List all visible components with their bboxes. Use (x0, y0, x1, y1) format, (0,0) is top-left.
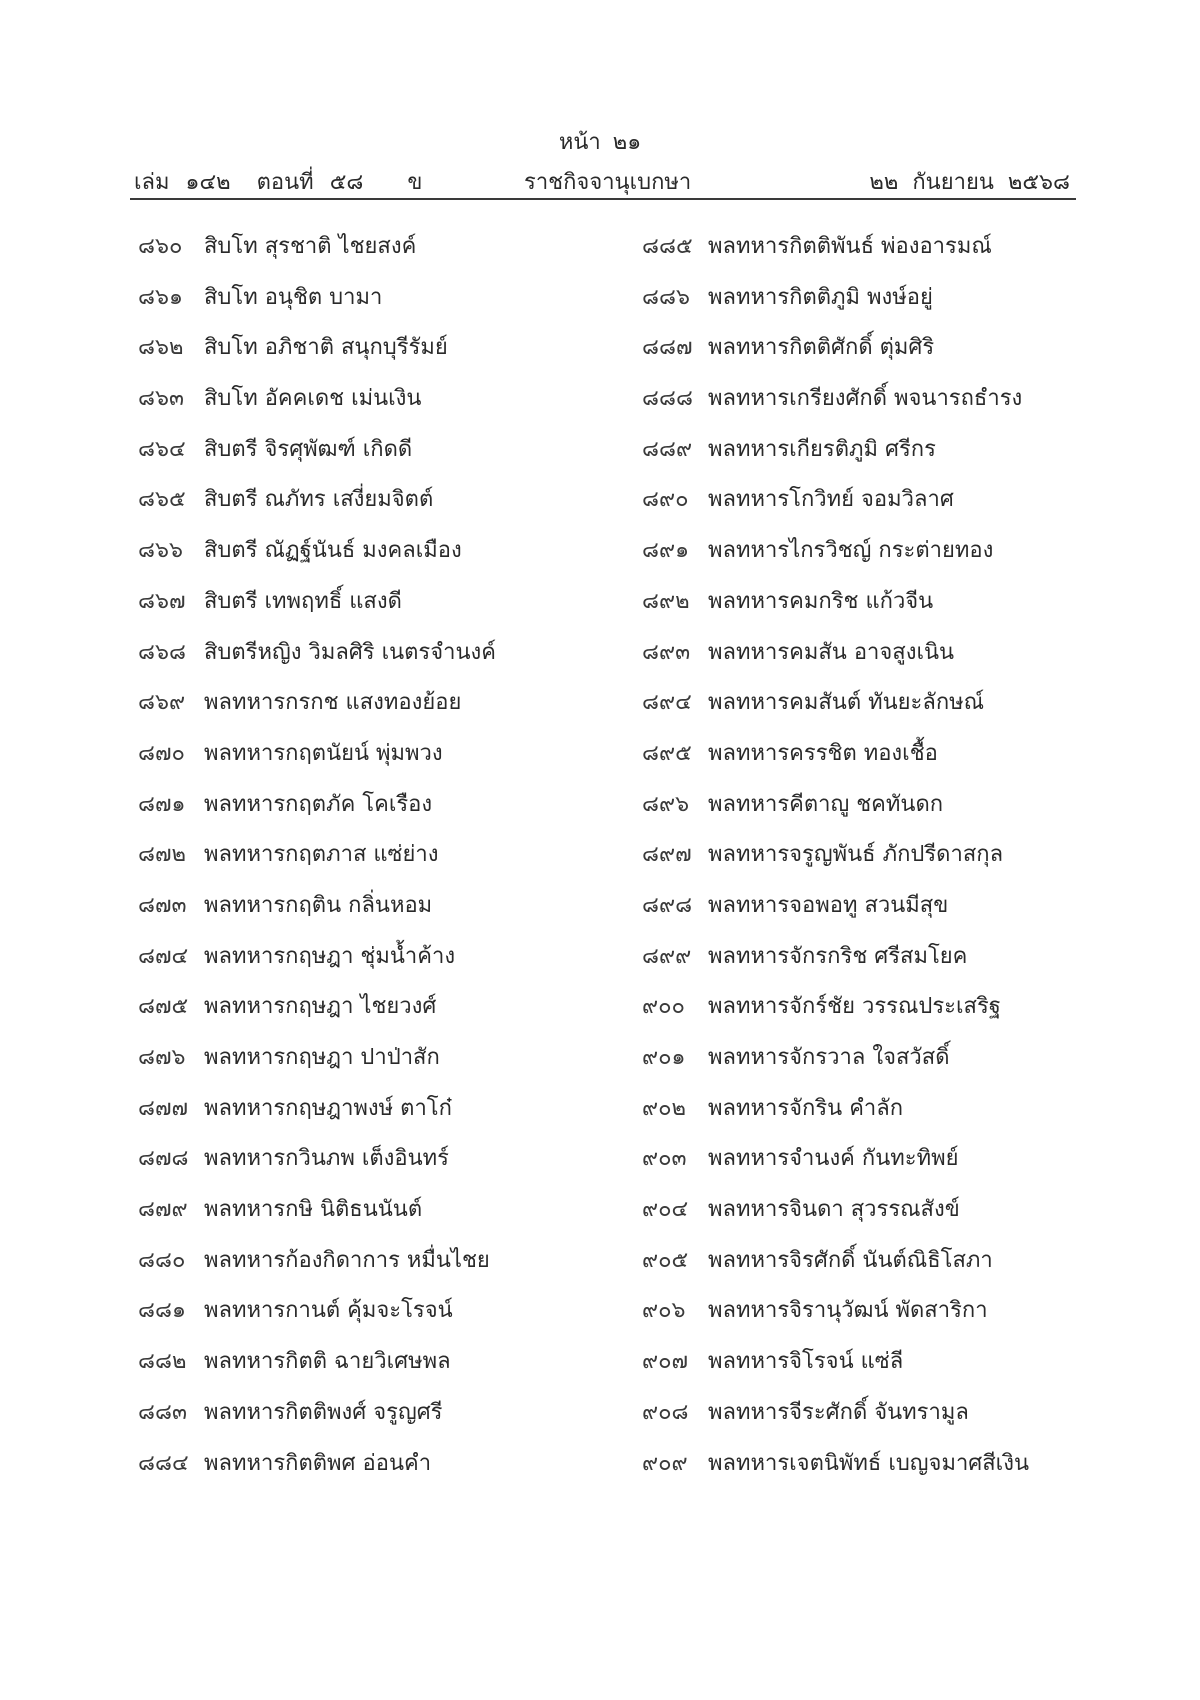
list-item (642, 329, 1122, 380)
entry-number: ๘๖๖ (138, 538, 183, 564)
entry-number: ๘๖๘ (138, 639, 186, 665)
entry-number: ๘๖๔ (138, 436, 186, 462)
entry-name: พลทหารกวินภพ เต็งอินทร์ (204, 1146, 449, 1172)
date-month: กันยายน (912, 170, 994, 195)
entry-number: ๘๙๖ (642, 791, 690, 817)
list-item (642, 1292, 1122, 1343)
entry-number: ๘๗๗ (138, 1095, 189, 1121)
section-letter: ข (407, 170, 423, 195)
entry-number: ๘๗๑ (138, 791, 186, 817)
list-item (642, 1191, 1122, 1242)
list-item (642, 431, 1122, 482)
list-item (642, 988, 1122, 1039)
entry-number: ๘๘๕ (642, 234, 693, 259)
list-item (138, 329, 618, 380)
entry-number: ๙๐๘ (642, 1399, 689, 1425)
entry-number: ๘๙๒ (642, 588, 690, 614)
entry-name: พลทหารจินดา สุวรรณสังข์ (708, 1197, 960, 1223)
list-item (642, 380, 1122, 431)
list-item (138, 786, 618, 837)
entry-number: ๘๗๙ (138, 1197, 188, 1223)
entry-name: พลทหารกรกช แสงทองย้อย (204, 690, 462, 716)
entry-number: ๘๖๕ (138, 487, 186, 513)
entry-name: พลทหารคมกริช แก้วจีน (708, 588, 934, 614)
list-item (642, 1242, 1122, 1293)
list-item (642, 634, 1122, 685)
entry-number: ๘๘๑ (138, 1298, 186, 1324)
list-item (642, 1445, 1122, 1496)
entry-number: ๘๙๙ (642, 943, 692, 969)
list-item (642, 735, 1122, 786)
date-year: ๒๕๖๘ (1007, 170, 1070, 195)
list-item (138, 735, 618, 786)
list-item (138, 1394, 618, 1445)
entry-number: ๘๙๐ (642, 487, 689, 513)
entry-name: สิบโท สุรชาติ ไชยสงค์ (204, 234, 417, 259)
entry-name: พลทหารกฤตภัค โคเรือง (204, 791, 433, 817)
entry-number: ๙๐๔ (642, 1197, 689, 1223)
left-name-column (138, 228, 618, 1495)
publication-title: ราชกิจจานุเบกษา (524, 170, 692, 195)
entry-name: พลทหารจิรศักดิ์ นันต์ณิธิโสภา (708, 1247, 993, 1273)
entry-number: ๘๖๑ (138, 284, 183, 310)
list-item (642, 228, 1122, 279)
entry-name: พลทหารกิตติศักดิ์ ตุ่มศิริ (708, 335, 935, 361)
list-item (138, 684, 618, 735)
entry-name: พลทหารกฤษฎาพงษ์ ตาโก๋ (204, 1095, 452, 1121)
list-item (138, 1140, 618, 1191)
entry-number: ๙๐๑ (642, 1045, 686, 1070)
volume-number: ๑๔๒ (185, 170, 231, 195)
entry-name: สิบตรีหญิง วิมลศิริ เนตรจำนงค์ (204, 639, 496, 665)
entry-name: สิบโท อภิชาติ สนุกบุรีรัมย์ (204, 335, 448, 361)
list-item (138, 1191, 618, 1242)
list-item (138, 1343, 618, 1394)
entry-number: ๘๗๓ (138, 892, 187, 918)
entry-number: ๙๐๒ (642, 1095, 687, 1121)
list-item (642, 532, 1122, 583)
entry-name: พลทหารกฤติน กลิ่นหอม (204, 892, 433, 918)
list-item (138, 988, 618, 1039)
entry-number: ๙๐๐ (642, 994, 685, 1020)
entry-name: พลทหารเกรียงศักดิ์ พจนารถธำรง (708, 386, 1023, 412)
entry-number: ๘๗๘ (138, 1146, 189, 1172)
entry-name: พลทหารคีตาญู ชคทันดก (708, 791, 944, 817)
entry-number: ๘๖๙ (138, 690, 186, 716)
list-item (138, 634, 618, 685)
list-item (642, 836, 1122, 887)
list-item (138, 228, 618, 279)
entry-name: พลทหารไกรวิชญ์ กระต่ายทอง (708, 538, 994, 564)
entry-number: ๙๐๓ (642, 1146, 687, 1172)
entry-number: ๘๘๘ (642, 386, 693, 412)
entry-name: พลทหารกฤษฎา ชุ่มน้ำค้าง (204, 943, 456, 969)
gazette-header (134, 164, 1074, 196)
list-item (642, 786, 1122, 837)
page-label: หน้า (558, 130, 601, 155)
right-name-column (642, 228, 1122, 1495)
list-item (138, 1039, 618, 1090)
entry-number: ๘๗๒ (138, 842, 187, 868)
entry-number: ๘๖๒ (138, 335, 184, 361)
entry-number: ๘๘๐ (138, 1247, 186, 1273)
entry-name: พลทหารกฤตภาส แซ่ย่าง (204, 842, 439, 868)
publication-date (855, 164, 1070, 199)
entry-number: ๙๐๙ (642, 1450, 688, 1476)
entry-name: พลทหารจีระศักดิ์ จันทรามูล (708, 1399, 969, 1425)
entry-number: ๙๐๕ (642, 1247, 689, 1273)
entry-name: พลทหารกานต์ คุ้มจะโรจน์ (204, 1298, 453, 1324)
entry-number: ๘๙๘ (642, 892, 693, 918)
issue-number: ๕๘ (329, 170, 364, 195)
entry-number: ๘๘๔ (138, 1450, 189, 1476)
entry-name: พลทหารกฤตนัยน์ พุ่มพวง (204, 740, 443, 766)
list-item (138, 1090, 618, 1141)
volume-issue (134, 164, 438, 199)
list-item (138, 1445, 618, 1496)
date-day: ๒๒ (869, 170, 899, 195)
list-item (138, 380, 618, 431)
list-item (642, 684, 1122, 735)
page-number (0, 124, 1200, 159)
entry-number: ๙๐๗ (642, 1349, 689, 1375)
entry-name: สิบโท อนุชิต บามา (204, 284, 383, 310)
entry-name: พลทหารจิโรจน์ แซ่ลี (708, 1349, 904, 1375)
entry-name: พลทหารกิตติ ฉายวิเศษพล (204, 1349, 451, 1375)
entry-name: สิบตรี ณภัทร เสงี่ยมจิตต์ (204, 487, 434, 513)
entry-name: พลทหารจอพอทู สวนมีสุข (708, 892, 949, 918)
list-item (642, 1394, 1122, 1445)
entry-name: พลทหารกฤษฎา ไชยวงศ์ (204, 994, 437, 1020)
list-item (138, 532, 618, 583)
entry-number: ๘๘๗ (642, 335, 693, 361)
list-item (138, 1242, 618, 1293)
entry-name: พลทหารกษิ นิติธนนันต์ (204, 1197, 423, 1223)
page-number-value: ๒๑ (612, 130, 642, 155)
entry-number: ๘๙๓ (642, 639, 691, 665)
entry-number: ๘๙๗ (642, 842, 692, 868)
entry-name: สิบตรี ณัฏฐ์นันธ์ มงคลเมือง (204, 538, 462, 564)
entry-number: ๘๗๔ (138, 943, 189, 969)
list-item (138, 887, 618, 938)
list-item (642, 279, 1122, 330)
entry-name: พลทหารกิตติพศ อ่อนคำ (204, 1450, 432, 1476)
list-item (138, 431, 618, 482)
entry-name: สิบตรี จิรศุพัฒฑ์ เกิดดี (204, 436, 413, 462)
list-item (138, 938, 618, 989)
entry-name: พลทหารก้องกิดาการ หมื่นไชย (204, 1247, 490, 1273)
entry-name: พลทหารคมสันต์ ทันยะลักษณ์ (708, 690, 985, 716)
entry-name: พลทหารเจตนิพัทธ์ เบญจมาศสีเงิน (708, 1450, 1029, 1476)
entry-number: ๘๗๕ (138, 994, 189, 1020)
entry-name: พลทหารโกวิทย์ จอมวิลาศ (708, 487, 954, 513)
entry-number: ๘๖๓ (138, 386, 184, 412)
entry-number: ๘๘๙ (642, 436, 693, 462)
entry-name: พลทหารจักริน คำลัก (708, 1095, 904, 1121)
list-item (138, 583, 618, 634)
entry-number: ๘๘๖ (642, 284, 690, 310)
list-item (642, 583, 1122, 634)
list-item (138, 279, 618, 330)
entry-number: ๘๗๖ (138, 1045, 186, 1070)
entry-name: พลทหารจักร์ชัย วรรณประเสริฐ (708, 994, 1001, 1020)
entry-number: ๘๖๐ (138, 234, 183, 259)
list-item (642, 481, 1122, 532)
entry-number: ๘๘๒ (138, 1349, 187, 1375)
entry-name: สิบตรี เทพฤทธิ์ แสงดี (204, 588, 402, 614)
entry-number: ๘๖๗ (138, 588, 186, 614)
entry-name: พลทหารจำนงค์ กันทะทิพย์ (708, 1146, 959, 1172)
list-item (642, 938, 1122, 989)
entry-number: ๘๘๓ (138, 1399, 187, 1425)
entry-name: พลทหารกิตติพงศ์ จรูญศรี (204, 1399, 443, 1425)
list-item (642, 887, 1122, 938)
entry-name: พลทหารจิรานุวัฒน์ พัดสาริกา (708, 1298, 988, 1324)
entry-number: ๘๗๐ (138, 740, 185, 766)
list-item (642, 1039, 1122, 1090)
entry-number: ๘๙๑ (642, 538, 690, 564)
entry-number: ๘๙๕ (642, 740, 692, 766)
list-item (138, 1292, 618, 1343)
entry-name: พลทหารคมสัน อาจสูงเนิน (708, 639, 955, 665)
entry-number: ๙๐๖ (642, 1298, 686, 1324)
issue-label: ตอนที่ (256, 170, 314, 195)
entry-name: พลทหารกิตติพันธ์ พ่องอารมณ์ (708, 234, 992, 259)
entry-name: พลทหารจักรวาล ใจสวัสดิ์ (708, 1045, 950, 1070)
list-item (642, 1090, 1122, 1141)
entry-name: สิบโท อัคคเดช เม่นเงิน (204, 386, 422, 412)
entry-name: พลทหารกฤษฎา ปาป่าสัก (204, 1045, 440, 1070)
entry-name: พลทหารจรูญพันธ์ ภักปรีดาสกุล (708, 842, 1004, 868)
entry-name: พลทหารครรชิต ทองเชื้อ (708, 740, 938, 766)
list-item (138, 836, 618, 887)
list-item (642, 1343, 1122, 1394)
entry-name: พลทหารกิตติภูมิ พงษ์อยู่ (708, 284, 933, 310)
list-item (138, 481, 618, 532)
entry-name: พลทหารจักรกริช ศรีสมโยค (708, 943, 968, 969)
volume-label: เล่ม (134, 170, 170, 195)
header-divider (130, 198, 1076, 200)
entry-number: ๘๙๔ (642, 690, 692, 716)
entry-name: พลทหารเกียรติภูมิ ศรีกร (708, 436, 936, 462)
list-item (642, 1140, 1122, 1191)
